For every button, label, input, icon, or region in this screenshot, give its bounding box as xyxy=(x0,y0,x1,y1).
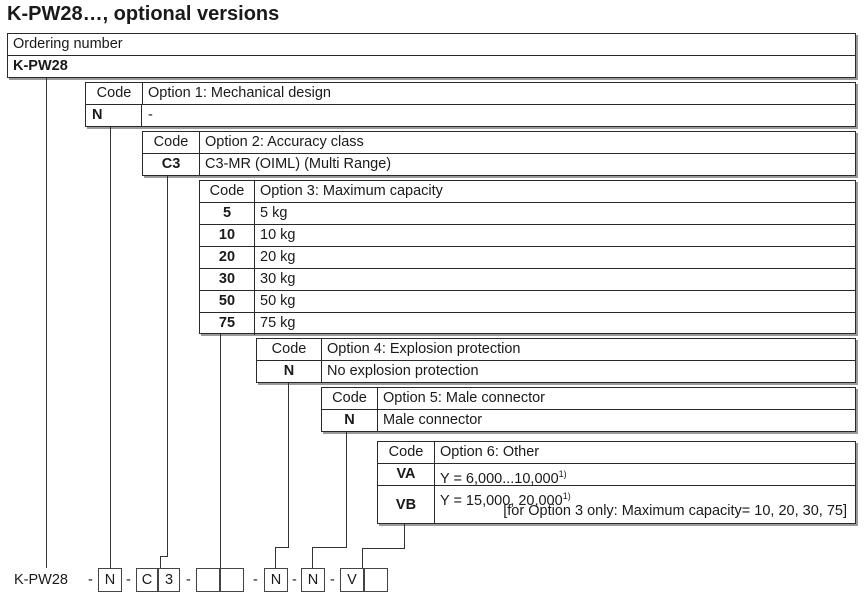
option3-code: 75 xyxy=(200,313,255,335)
sequence-option5-box: N xyxy=(301,568,325,592)
option6-code: VA xyxy=(378,464,435,486)
connector-line xyxy=(46,78,47,568)
option1-title: Option 1: Mechanical design xyxy=(148,85,331,101)
footnote-marker: 1) xyxy=(558,469,567,479)
connector-line xyxy=(160,556,168,557)
option3-code: 30 xyxy=(200,269,255,291)
sequence-option2-box: C xyxy=(136,568,158,592)
option6-note: [for Option 3 only: Maximum capacity= 10, 20, 30, 75] xyxy=(503,503,847,519)
option5-title: Option 5: Male connector xyxy=(383,390,546,406)
option4-desc: No explosion protection xyxy=(327,363,479,379)
option2-desc: C3-MR (OIML) (Multi Range) xyxy=(205,156,392,172)
option3-code: 10 xyxy=(200,225,255,247)
sequence-dash: - xyxy=(186,572,191,588)
option2-code: C3 xyxy=(143,154,200,176)
sequence-option6-box: V xyxy=(340,568,364,592)
code-header: Code xyxy=(322,388,378,410)
option6-desc: Y = 15,000, 20,000$^{1)}$ xyxy=(440,491,571,509)
connector-line xyxy=(275,547,289,548)
connector-line xyxy=(312,547,313,568)
sequence-dash: - xyxy=(253,572,258,588)
sequence-dash: - xyxy=(126,572,131,588)
sequence-option3-box xyxy=(196,568,220,592)
option5-table xyxy=(321,387,856,432)
option1-table xyxy=(85,82,856,127)
connector-line xyxy=(404,524,405,548)
code-header: Code xyxy=(86,83,143,105)
option3-code: 50 xyxy=(200,291,255,313)
sequence-option6-box xyxy=(364,568,388,592)
option3-title: Option 3: Maximum capacity xyxy=(260,183,443,199)
sequence-prefix: K-PW28 xyxy=(14,572,68,588)
option5-desc: Male connector xyxy=(383,412,483,428)
option3-code: 5 xyxy=(200,203,255,225)
ordering-number-value: K-PW28 xyxy=(13,58,68,74)
option1-code: N xyxy=(86,105,142,127)
option6-desc: $Y = 6,000...10,000^{1)}$ xyxy=(440,469,567,487)
option4-code: N xyxy=(257,361,322,383)
code-header: Code xyxy=(378,442,435,464)
option3-desc: 50 kg xyxy=(260,293,296,309)
code-header: Code xyxy=(200,181,255,203)
option6-table xyxy=(377,441,856,524)
connector-line xyxy=(275,547,276,568)
option3-desc: 5 kg xyxy=(260,205,288,221)
sequence-option1-box: N xyxy=(98,568,122,592)
sequence-dash: - xyxy=(88,572,93,588)
option3-desc: 30 kg xyxy=(260,271,296,287)
sequence-dash: - xyxy=(292,572,297,588)
option6-title: Option 6: Other xyxy=(440,444,540,460)
connector-line xyxy=(312,547,347,548)
option1-desc: - xyxy=(148,107,153,123)
sequence-option4-box: N xyxy=(264,568,288,592)
option3-desc: 20 kg xyxy=(260,249,296,265)
connector-line xyxy=(220,334,221,568)
footnote-marker: 1) xyxy=(562,491,571,501)
connector-line xyxy=(288,383,289,547)
ordering-number-box xyxy=(7,33,856,78)
connector-line xyxy=(110,127,111,568)
code-header: Code xyxy=(143,132,200,154)
option2-table xyxy=(142,131,856,176)
option3-desc: 10 kg xyxy=(260,227,296,243)
connector-line xyxy=(362,548,405,549)
option6-code: VB xyxy=(378,486,435,524)
option4-table xyxy=(256,338,856,383)
page-title: K-PW28…, optional versions xyxy=(7,3,280,25)
connector-line xyxy=(362,548,363,568)
option4-title: Option 4: Explosion protection xyxy=(327,341,521,357)
option3-code: 20 xyxy=(200,247,255,269)
connector-line xyxy=(167,176,168,556)
connector-line xyxy=(160,556,161,568)
sequence-option3-box xyxy=(220,568,244,592)
code-header: Code xyxy=(257,339,322,361)
option3-desc: 75 kg xyxy=(260,315,296,331)
sequence-dash: - xyxy=(330,572,335,588)
option5-code: N xyxy=(322,410,378,432)
option2-title: Option 2: Accuracy class xyxy=(205,134,364,150)
ordering-number-header: Ordering number xyxy=(13,36,123,52)
sequence-option2-box: 3 xyxy=(158,568,180,592)
option3-table xyxy=(199,180,856,334)
connector-line xyxy=(346,432,347,547)
